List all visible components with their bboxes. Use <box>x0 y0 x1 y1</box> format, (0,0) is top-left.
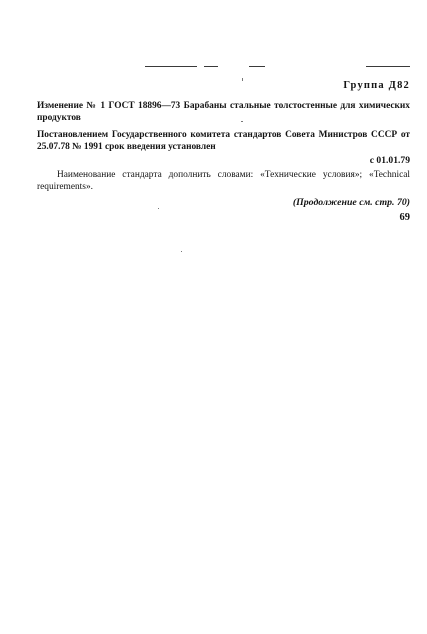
decree-text: Постановлением Государственного комитета стандартов Совета Министров СССР от 25.07.78 № 1991 срок введения установлен <box>37 130 410 152</box>
top-rule-2 <box>204 66 218 67</box>
scan-speck <box>158 208 159 209</box>
group-code: Группа Д82 <box>343 80 410 91</box>
top-rule-4 <box>366 66 410 67</box>
amendment-title: Изменение № 1 ГОСТ 18896—73 Барабаны стальные толстостенные для химических продуктов <box>37 101 410 123</box>
top-rule-1 <box>145 66 197 67</box>
body-paragraph: Наименование стандарта дополнить словами: «Технические условия»; «Technical requirements». <box>37 170 410 192</box>
scan-speck <box>181 251 182 252</box>
scan-speck <box>242 78 243 81</box>
continuation-note: (Продолжение см. стр. 70) <box>292 197 410 208</box>
top-rule-3 <box>249 66 265 67</box>
page-number: 69 <box>399 212 410 223</box>
effective-date: с 01.01.79 <box>369 155 410 166</box>
